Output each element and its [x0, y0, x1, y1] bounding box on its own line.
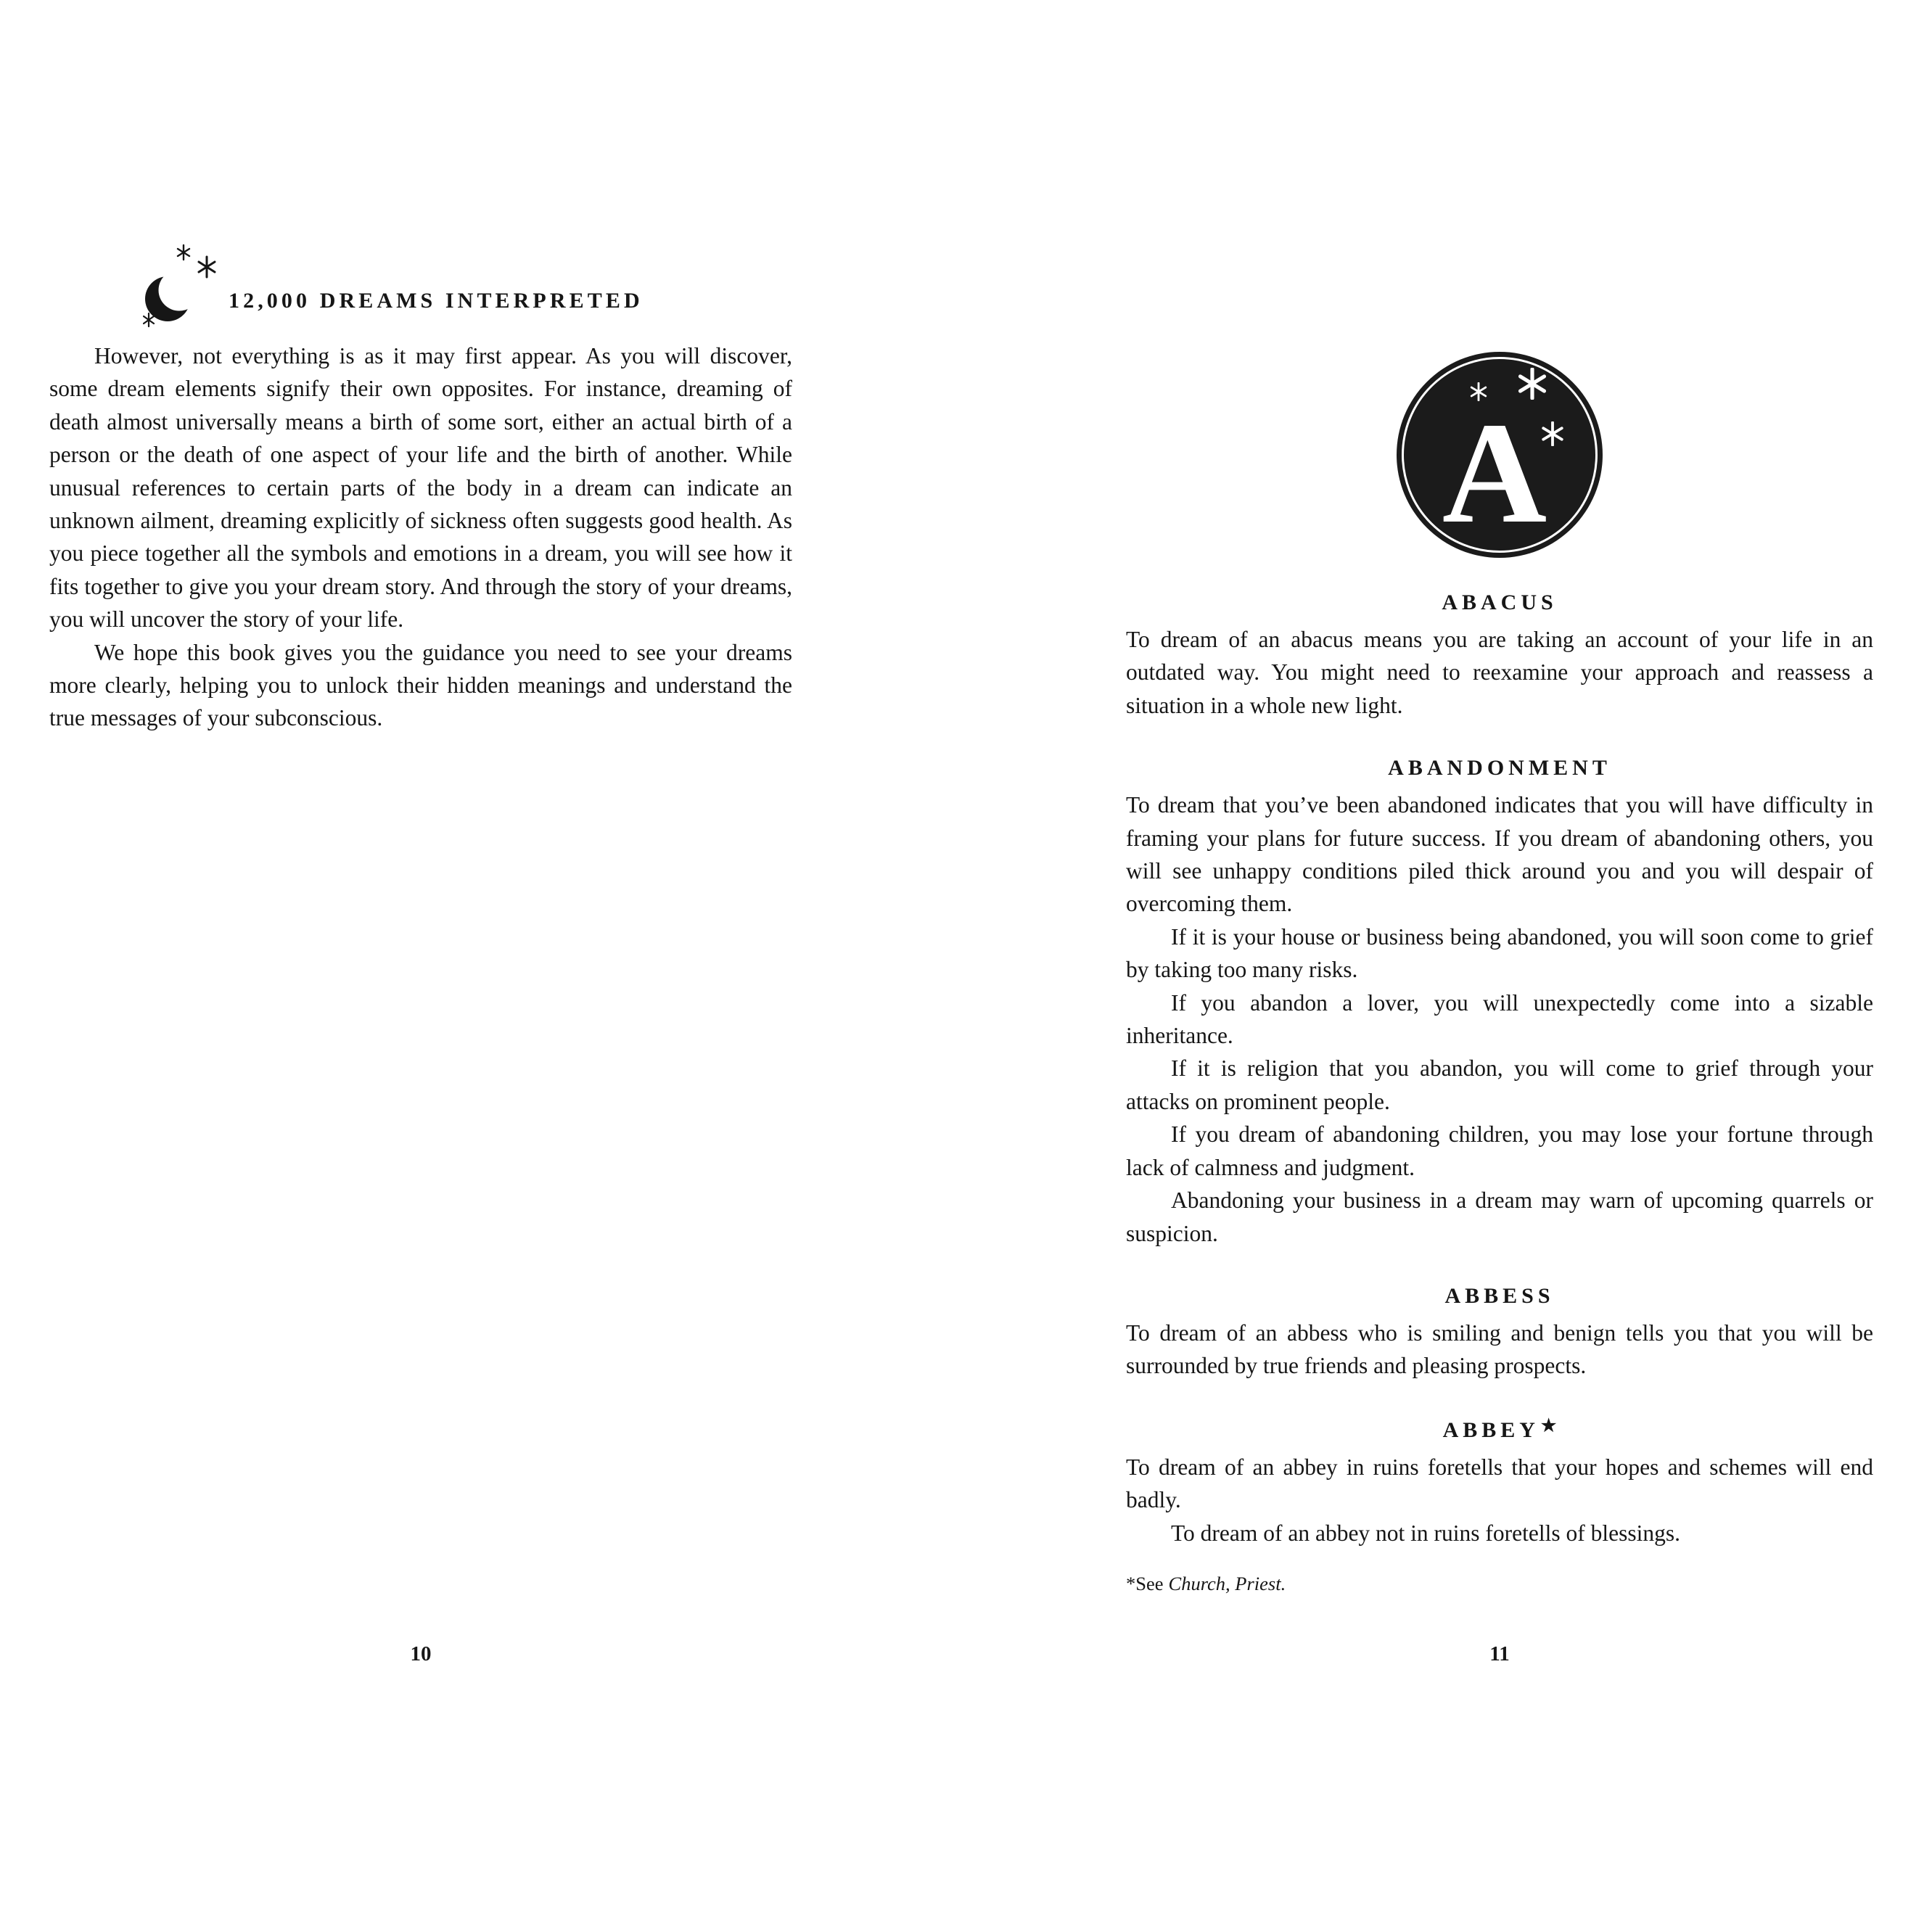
moon-and-stars-icon — [143, 244, 218, 329]
badge-letter: A — [1442, 393, 1547, 553]
entry-paragraph: If it is religion that you abandon, you will come to grief through your attacks on prominent people. — [1126, 1055, 1873, 1114]
running-header — [143, 244, 644, 329]
crossref-star-icon: ★ — [1540, 1416, 1557, 1436]
entry-paragraph: To dream of an abacus means you are taking an account of your life in an outdated way. You might need to reexamine your approach and reassess a situation in a whole new light. — [1126, 627, 1873, 718]
left-page-body — [49, 339, 792, 735]
left-page-number: 10 — [410, 1642, 432, 1666]
star-icon — [1540, 421, 1565, 446]
entry-paragraph: To dream that you’ve been abandoned indicates that you will have difficulty in framing your plans for future success. If you dream of abandoning others, you will see unhappy conditions piled thick around you and you will despair of overcoming them. — [1126, 792, 1873, 917]
right-page-number: 11 — [1489, 1642, 1510, 1666]
section-letter-badge — [1397, 352, 1603, 558]
entry-abacus — [1126, 590, 1873, 722]
entry-paragraph: To dream of an abbess who is smiling and benign tells you that you will be surrounded by true friends and pleasing prospects. — [1126, 1319, 1873, 1379]
entry-paragraph: To dream of an abbey in ruins foretells that your hopes and schemes will end badly. — [1126, 1454, 1873, 1513]
entry-paragraph: To dream of an abbey not in ruins foretells of blessings. — [1171, 1520, 1681, 1546]
entry-heading: ABANDONMENT — [1388, 756, 1611, 781]
entry-abbess — [1126, 1283, 1873, 1383]
entry-paragraph: If you dream of abandoning children, you may lose your fortune through lack of calmness and judgment. — [1126, 1121, 1873, 1180]
entry-abbey — [1126, 1416, 1873, 1549]
entry-abandonment — [1126, 755, 1873, 1250]
footnote-reference: Church, Priest. — [1168, 1572, 1286, 1594]
entry-heading — [1126, 1416, 1873, 1444]
entry-heading-text: ABBEY — [1442, 1417, 1540, 1442]
book-title: 12,000 DREAMS INTERPRETED — [229, 289, 644, 313]
paragraph: We hope this book gives you the guidance you need to see your dreams more clearly, helping you to unlock their hidden meanings and understand the true messages of your subconscious. — [49, 639, 792, 731]
footnote-marker: *See — [1126, 1572, 1164, 1594]
footnote — [1126, 1571, 1873, 1596]
star-icon — [1469, 382, 1488, 401]
star-icon — [178, 245, 189, 260]
entry-paragraph: Abandoning your business in a dream may warn of upcoming quarrels or suspicion. — [1126, 1187, 1873, 1246]
right-page-body — [1126, 352, 1873, 1596]
entry-paragraph: If it is your house or business being abandoned, you will soon come to grief by taking too many risks. — [1126, 923, 1873, 983]
star-icon — [1516, 368, 1548, 400]
entry-heading: ABACUS — [1442, 590, 1558, 614]
star-icon — [199, 257, 215, 277]
paragraph: However, not everything is as it may first appear. As you will discover, some dream elements signify their own opposites. For instance, dreaming of death almost universally means a birth of some sort, either an actual birth of a person or the death of one aspect of your life and the birth of another. While unusual references to certain parts of the body in a dream can indicate an unknown ailment, dreaming explicitly of sickness often suggests good health. As you piece together all the symbols and emotions in a dream, you will see how it fits together to give you your dream story. And through the story of your dreams, you will uncover the story of your life. — [49, 343, 792, 633]
crescent-moon-icon — [143, 244, 218, 329]
entry-heading: ABBESS — [1444, 1283, 1555, 1308]
entry-paragraph: If you abandon a lover, you will unexpectedly come into a sizable inheritance. — [1126, 989, 1873, 1049]
